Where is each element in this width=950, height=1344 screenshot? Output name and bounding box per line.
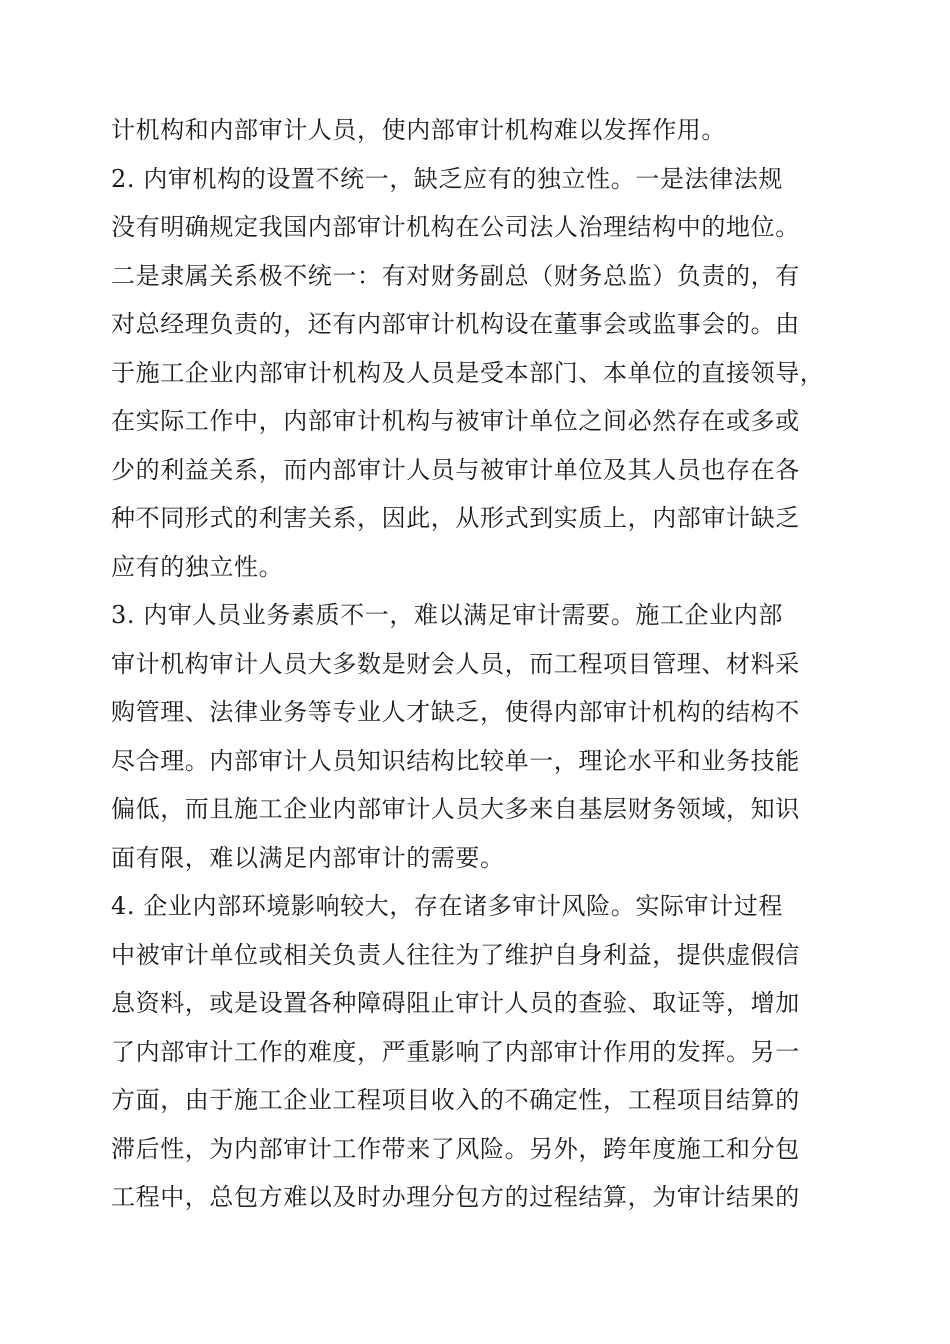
text-line: 二是隶属关系极不统一：有对财务副总（财务总监）负责的，有 [111,261,800,290]
text-line: 方面，由于施工企业工程项目收入的不确定性，工程项目结算的 [111,1086,800,1114]
body-text [111,106,841,1222]
text-line-item-2: 2. 内审机构的设置不统一，缺乏应有的独立性。一是法律法规 [111,164,783,193]
text-line: 没有明确规定我国内部审计机构在公司法人治理结构中的地位。 [111,213,800,241]
text-line: 种不同形式的利害关系，因此，从形式到实质上，内部审计缺乏 [111,504,800,532]
text-line: 于施工企业内部审计机构及人员是受本部门、本单位的直接领导， [111,358,825,387]
text-line: 了内部审计工作的难度，严重影响了内部审计作用的发挥。另一 [111,1037,800,1066]
text-line: 面有限，难以满足内部审计的需要。 [111,843,505,872]
text-line: 审计机构审计人员大多数是财会人员，而工程项目管理、材料采 [111,649,800,678]
text-line: 偏低，而且施工企业内部审计人员大多来自基层财务领域，知识 [111,795,800,823]
text-line: 购管理、法律业务等专业人才缺乏，使得内部审计机构的结构不 [111,698,800,726]
text-line: 在实际工作中，内部审计机构与被审计单位之间必然存在或多或 [111,407,800,435]
text-line: 少的利益关系，而内部审计人员与被审计单位及其人员也存在各 [111,455,800,484]
text-line: 计机构和内部审计人员，使内部审计机构难以发挥作用。 [111,116,726,144]
text-line-item-3: 3. 内审人员业务素质不一，难以满足审计需要。施工企业内部 [111,601,783,629]
text-line: 尽合理。内部审计人员知识结构比较单一，理论水平和业务技能 [111,746,800,775]
text-line: 中被审计单位或相关负责人往往为了维护自身利益，提供虚假信 [111,940,800,969]
text-line: 工程中，总包方难以及时办理分包方的过程结算，为审计结果的 [111,1183,800,1211]
text-line: 滞后性，为内部审计工作带来了风险。另外，跨年度施工和分包 [111,1134,800,1163]
text-line: 应有的独立性。 [111,552,284,581]
text-line: 息资料，或是设置各种障碍阻止审计人员的查验、取证等，增加 [111,989,800,1017]
text-line: 对总经理负责的，还有内部审计机构设在董事会或监事会的。由 [111,310,800,338]
text-line-item-4: 4. 企业内部环境影响较大，存在诸多审计风险。实际审计过程 [111,892,783,920]
